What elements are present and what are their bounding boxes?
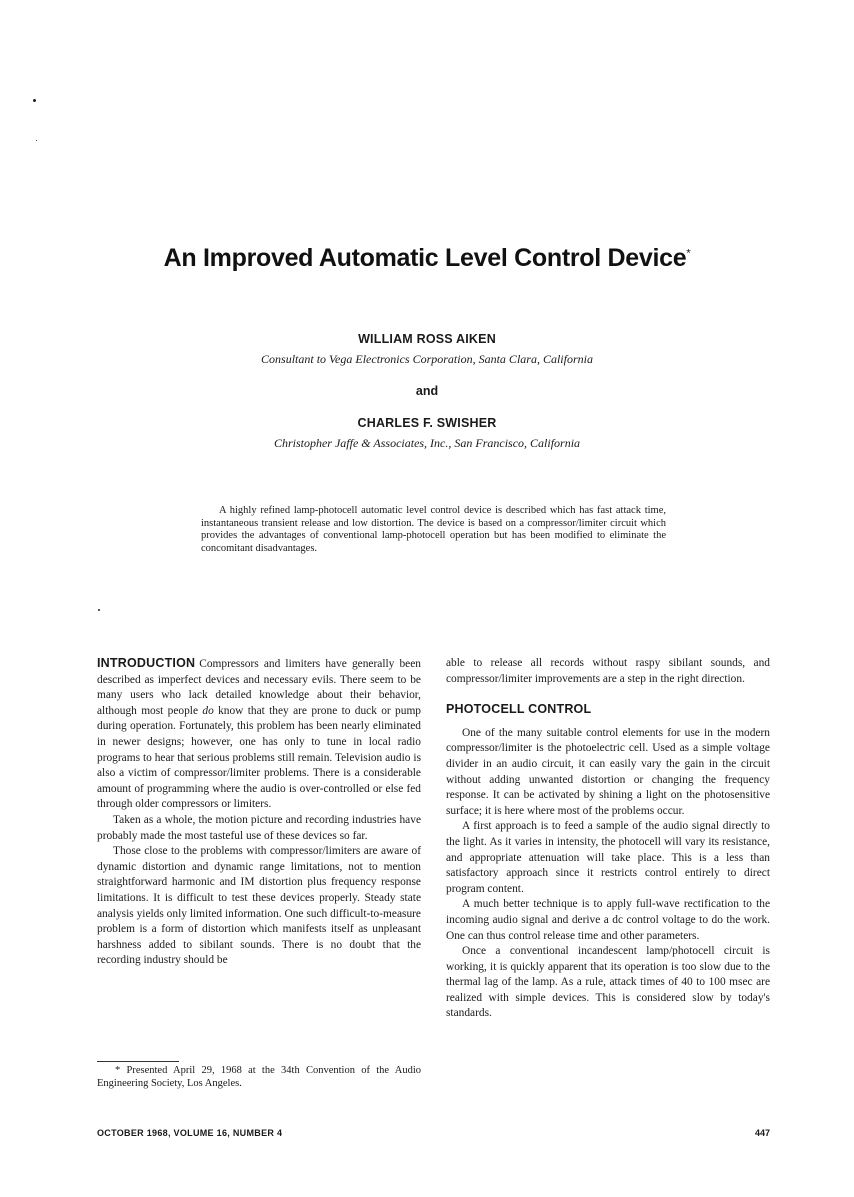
continued-paragraph: able to release all records without raspy sibilant sounds, and compressor/limiter improvements are a step in the right direction.: [446, 657, 770, 685]
intro-text: Compressors and limiters have generally been described as imperfect devices and necessary evils. There seem to be many users who lack detailed knowledge about their behavior, although most people: [97, 658, 421, 717]
body-paragraph: Those close to the problems with compressor/limiters are aware of dynamic distortion and dynamic range limitations, not to mention straightforward harmonic and IM distortion plus frequency response limitations. It is difficult to test these devices properly. Steady state analysis yields only limited information. One such difficult-to-measure problem is a form of distortion which manifests itself as unpleasant harshness added to sibilant sounds. There is no doubt that the recording industry should be: [97, 845, 421, 967]
body-paragraph: A much better technique is to apply full-wave rectification to the incoming audio signal and derive a dc control voltage to do the work. One can thus control release time and other parameters.: [446, 898, 770, 942]
author-affiliation: Consultant to Vega Electronics Corporation, Santa Clara, California: [261, 352, 593, 366]
scan-speck: [36, 140, 37, 141]
intro-emphasis: do: [202, 704, 214, 717]
scan-speck: [33, 99, 36, 102]
paper-title: [0, 244, 854, 273]
footnote: * Presented April 29, 1968 at the 34th Convention of the Audio Engineering Society, Los Angeles.: [97, 1065, 421, 1089]
left-column: [97, 656, 421, 969]
abstract: A highly refined lamp-photocell automatic level control device is described which has fast attack time, instantaneous transient release and low distortion. The device is based on a compressor/limiter circuit which provides the advantages of conventional lamp-photocell operation but has been modified to eliminate the concomitant disadvantages.: [201, 505, 666, 554]
scan-speck: [98, 609, 100, 611]
intro-text: know that they are prone to duck or pump during operation. Fortunately, this problem has been nearly eliminated in newer designs; however, one has only to tune in local radio programs to hear that serious problems still remain. Television audio is also a victim of compressor/limiter problems. There is a considerable amount of programming where the audio is over-controlled or else fed through older compressors or limiters.: [97, 704, 421, 811]
footer-issue: OCTOBER 1968, VOLUME 16, NUMBER 4: [97, 1128, 283, 1138]
body-paragraph: Taken as a whole, the motion picture and recording industries have probably made the most tasteful use of these devices so far.: [97, 813, 421, 842]
body-paragraph: One of the many suitable control elements for use in the modern compressor/limiter is the photoelectric cell. Used as a simple voltage divider in an audio circuit, it can easily vary the gain in the circuit without adding unwanted distortion or changing the frequency response. It can be activated by shining a light on the photosensitive surface; it is here where most of the problems occur.: [446, 726, 770, 817]
footnote-rule: [97, 1061, 179, 1062]
body-paragraph: Once a conventional incandescent lamp/photocell circuit is working, it is quickly apparent that its operation is too slow due to the thermal lag of the lamp. As a rule, attack times of 40 to 100 msec are realized with simple devices. This is considered slow by today's standards.: [446, 945, 770, 1020]
intro-paragraph: [97, 656, 421, 813]
author-conjunction: and: [415, 384, 439, 398]
right-column: [446, 656, 770, 1022]
body-paragraph: A first approach is to feed a sample of the audio signal directly to the light. As it varies in intensity, the photocell will vary its resistance, and appropriate attenuation will take place. This is a less than satisfactory approach since it restricts control entirely to direct program content.: [446, 820, 770, 895]
title-footnote-mark: *: [686, 247, 691, 260]
page-number: 447: [754, 1128, 770, 1138]
section-heading-introduction: INTRODUCTION: [97, 656, 196, 670]
author-name: CHARLES F. SWISHER: [357, 416, 497, 430]
paper-title-text: An Improved Automatic Level Control Device: [163, 244, 687, 272]
author-name: WILLIAM ROSS AIKEN: [358, 332, 496, 346]
section-heading-photocell: PHOTOCELL CONTROL: [446, 702, 592, 717]
author-affiliation: Christopher Jaffe & Associates, Inc., San Francisco, California: [273, 436, 581, 450]
